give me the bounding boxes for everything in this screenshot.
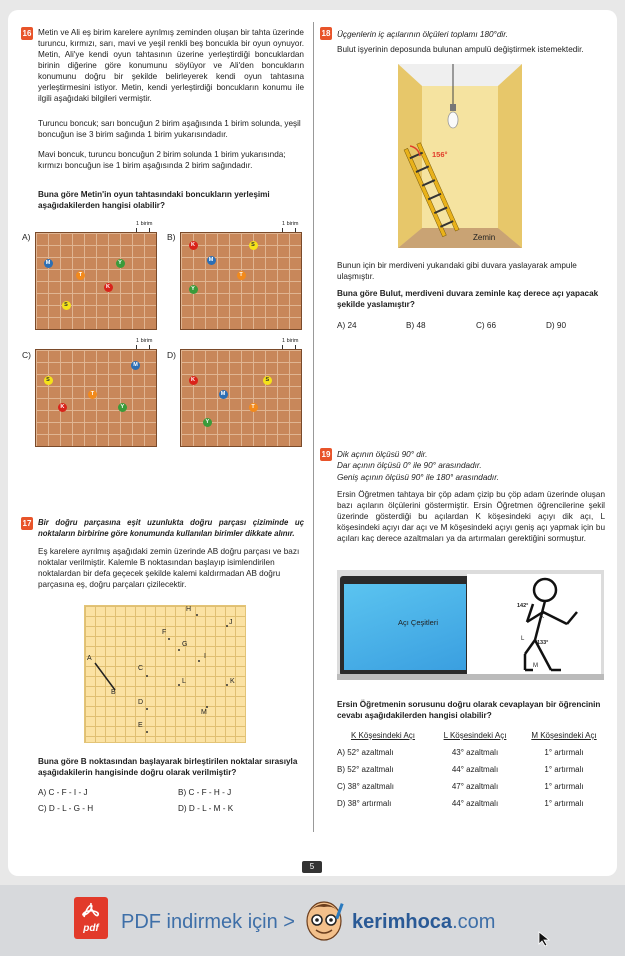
q19-question: Ersin Öğretmenin sorusunu doğru olarak cevaplayan bir öğrencinin cevabı aşağıdakilerden hangisi olabilir?	[337, 700, 601, 720]
q16-option-a-board[interactable]	[35, 232, 157, 330]
q19-a-m: 1° artırmalı	[544, 748, 584, 757]
q16-intro: Metin ve Ali eş birim karelere ayrılmış zeminden oluşan bir tahta üzerinde turuncu, kırmızı, sarı, mavi ve yeşil renkli beş boncukla bir oyun oynuyor. Metin, Ali'ye kendi oyun tahtasının üzerine yerleştirdiği boncuklardan birinin diğerine göre konumunu söylüyor ve Ali'den boncukların konumunu doğru bir şekilde belirleyerek kendi oyun tahtasına yerleştirmesini istiyor. Metin, kendi yerleştirdiği boncukların konumu ile ilgili aşağıdaki bilgileri vermiştir.	[38, 28, 304, 103]
point-j-dot	[226, 625, 228, 627]
green-bead: Y	[203, 418, 212, 427]
green-bead: Y	[189, 285, 198, 294]
point-k-dot	[226, 684, 228, 686]
q16-orange-clue: Turuncu boncuk; sarı boncuğun 2 birim aşağısında 1 birim solunda, yeşil boncuğun ise 3 birim sağında 1 birim yukarısındadır.	[38, 119, 301, 139]
q19-c-l: 47° azaltmalı	[451, 782, 499, 791]
brand-logo[interactable]	[352, 911, 495, 934]
q16-option-d-label[interactable]: D)	[167, 350, 176, 360]
q17-point-grid	[84, 605, 246, 743]
red-bead: K	[104, 283, 113, 292]
q19-vertex-m: M	[533, 663, 538, 669]
q18-intro: Üçgenlerin iç açılarının ölçüleri toplamı 180°dir.	[337, 30, 508, 39]
question-18-number: 18	[321, 29, 331, 38]
q19-b-k: B) 52° azaltmalı	[337, 765, 394, 774]
q19-answer-b[interactable]	[337, 761, 607, 778]
column-divider	[313, 22, 314, 832]
q18-answer-a[interactable]: A) 24	[337, 321, 357, 330]
q19-right-angle-def: Dik açının ölçüsü 90° dir.	[337, 450, 428, 459]
q19-acute-angle-def: Dar açının ölçüsü 0° ile 90° arasındadır.	[337, 461, 482, 470]
yellow-bead: S	[62, 301, 71, 310]
q16-option-a-label[interactable]: A)	[22, 232, 31, 242]
q17-segment-ab	[85, 606, 245, 742]
yellow-bead: S	[249, 241, 258, 250]
q18-angle-label: 156°	[432, 150, 448, 159]
point-g-label: G	[182, 641, 188, 648]
point-l-label: L	[182, 678, 186, 685]
point-d-label: D	[138, 699, 144, 706]
q17-answer-b[interactable]: B) C - F - H - J	[178, 788, 232, 797]
q19-a-l: 43° azaltmalı	[451, 748, 499, 757]
q16-option-c-board[interactable]	[35, 349, 157, 447]
brand-domain: .com	[452, 911, 496, 933]
blue-bead: M	[207, 256, 216, 265]
q19-header-k: K Köşesindeki Açı	[350, 731, 416, 740]
point-l-dot	[178, 684, 180, 686]
q19-a-k: A) 52° azaltmalı	[337, 748, 394, 757]
q19-d-m: 1° artırmalı	[544, 799, 584, 808]
q19-answer-c[interactable]	[337, 778, 607, 795]
q19-angle-l-value: 133°	[537, 640, 549, 646]
q16-option-d-board[interactable]	[180, 349, 302, 447]
point-h-dot	[196, 614, 198, 616]
download-banner[interactable]	[0, 885, 625, 956]
q17-answer-d[interactable]: D) D - L - M - K	[178, 804, 234, 813]
orange-bead: T	[88, 390, 97, 399]
point-c-dot	[146, 675, 148, 677]
q17-answer-a[interactable]: A) C - F - I - J	[38, 788, 88, 797]
point-m-label: M	[201, 709, 207, 716]
mouse-cursor-icon	[538, 931, 552, 947]
q19-b-m: 1° artırmalı	[544, 765, 584, 774]
q19-vertex-l: L	[521, 636, 525, 642]
q19-angle-k-value: 142°	[517, 603, 529, 609]
q18-room-drawing	[398, 64, 522, 248]
blue-bead: M	[219, 390, 228, 399]
teacher-mascot-icon	[300, 899, 348, 943]
q18-question: Buna göre Bulut, merdiveni duvara zeminle kaç derece açı yapacak şekilde yaslamıştır?	[337, 289, 599, 309]
q16-option-b-label[interactable]: B)	[167, 232, 176, 242]
point-h-label: H	[186, 606, 192, 613]
q16-blue-clue: Mavi boncuk, turuncu boncuğun 2 birim solunda 1 birim yukarısında; kırmızı boncuğun ise 1 birim aşağısında 2 birim sağındadır.	[38, 150, 286, 170]
q19-board-rail	[337, 674, 604, 680]
blue-bead: M	[131, 361, 140, 370]
q19-text: Ersin Öğretmen tahtaya bir çöp adam çizip bu çöp adam üzerinde oluşan bazı açıların ölçülerini göstermiştir. Ersin Öğretmen öğrencilerine şekil üzerinde gösterdiği bu açılardan K köşesindeki açıyı dik açı, L köşesindeki açıyı dar açı ve M köşesindeki açıyı geniş açı yapmak için bu açıları kaç derece azaltmaları ya da artırmaları gerektiğini sormuştur.	[337, 490, 605, 543]
q19-c-m: 1° artırmalı	[544, 782, 584, 791]
acrobat-icon	[74, 899, 108, 921]
point-e-label: E	[138, 722, 143, 729]
q17-intro: Bir doğru parçasına eşit uzunlukta doğru parçası çiziminde uç noktaların birbirine göre konumunda kullanılan birimler dikkate alınır.	[38, 518, 304, 538]
q19-answer-a[interactable]	[337, 744, 607, 761]
q19-obtuse-angle-def: Geniş açının ölçüsü 90° ile 180° arasındadır.	[337, 473, 499, 482]
q18-answer-c[interactable]: C) 66	[476, 321, 497, 330]
q17-answer-c[interactable]: C) D - L - G - H	[38, 804, 94, 813]
question-19-number: 19	[321, 450, 331, 459]
q19-table-header	[337, 727, 607, 744]
yellow-bead: S	[44, 376, 53, 385]
q19-vertex-k: K	[540, 614, 545, 620]
green-bead: Y	[116, 259, 125, 268]
download-cta-text[interactable]: PDF indirmek için >	[121, 911, 295, 933]
q19-b-l: 44° azaltmalı	[451, 765, 499, 774]
q16-option-b-unit-label: 1 birim	[282, 221, 299, 227]
q18-text-2: Bunun için bir merdiveni yukarıdaki gibi duvara yaslayarak ampule ulaşmıştır.	[337, 261, 577, 281]
q19-d-l: 44° azaltmalı	[451, 799, 499, 808]
point-d-dot	[146, 708, 148, 710]
point-c-label: C	[138, 665, 144, 672]
q16-option-a-unit-label: 1 birim	[136, 221, 153, 227]
green-bead: Y	[118, 403, 127, 412]
q17-question: Buna göre B noktasından başlayarak birleştirilen noktalar sırasıyla aşağıdakilerin hangisinde doğru olarak verilmiştir?	[38, 757, 298, 777]
orange-bead: T	[76, 271, 85, 280]
q19-d-k: D) 38° artırmalı	[337, 799, 392, 808]
point-f-dot	[168, 638, 170, 640]
yellow-bead: S	[263, 376, 272, 385]
point-i-dot	[198, 660, 200, 662]
q18-text: Bulut işyerinin deposunda bulunan ampulü değiştirmek istemektedir.	[337, 45, 584, 54]
red-bead: K	[189, 376, 198, 385]
q19-classroom-board	[337, 570, 604, 680]
q19-smartboard-screen	[344, 584, 466, 670]
q16-option-b-board[interactable]	[180, 232, 302, 330]
brand-name: kerimhoca	[352, 911, 453, 933]
blue-bead: M	[44, 259, 53, 268]
point-j-label: J	[229, 619, 233, 626]
q16-option-d-unit-label: 1 birim	[282, 338, 299, 344]
q19-answer-d[interactable]	[337, 795, 607, 812]
point-k-label: K	[230, 678, 235, 685]
point-i-label: I	[204, 653, 206, 660]
q18-answer-b[interactable]: B) 48	[406, 321, 426, 330]
q18-room-illustration	[398, 64, 522, 248]
q16-option-c-unit-label: 1 birim	[136, 338, 153, 344]
point-b-label: B	[111, 689, 116, 696]
q17-instructions: Eş karelere ayrılmış aşağıdaki zemin üzerinde AB doğru parçası ve bazı noktalar verilmiştir. Kalemle B noktasından başlayıp isimlendirilen noktalardan bir defa geçecek şekilde kalemi kaldırmadan AB doğru parçasına eş, doğru parçaları çizilecektir.	[38, 547, 300, 589]
orange-bead: T	[237, 271, 246, 280]
q18-floor-label: Zemin	[473, 233, 496, 242]
q19-header-l: L Köşesindeki Açı	[443, 731, 507, 740]
question-16-number: 16	[22, 29, 32, 38]
point-f-label: F	[162, 629, 167, 636]
pdf-badge-text: pdf	[83, 923, 99, 934]
pdf-file-icon[interactable]	[74, 897, 108, 939]
q19-c-k: C) 38° azaltmalı	[337, 782, 394, 791]
point-g-dot	[178, 649, 180, 651]
point-m-dot	[206, 706, 208, 708]
point-a-label: A	[87, 655, 92, 662]
q18-answer-d[interactable]: D) 90	[546, 321, 567, 330]
question-17-number: 17	[22, 519, 32, 528]
q19-screen-title: Açı Çeşitleri	[398, 618, 439, 627]
q16-question: Buna göre Metin'in oyun tahtasındaki boncukların yerleşimi aşağıdakilerden hangisi olabilir?	[38, 190, 270, 210]
mascot-drawing	[300, 899, 348, 943]
q16-option-c-label[interactable]: C)	[22, 350, 31, 360]
point-e-dot	[146, 731, 148, 733]
orange-bead: T	[249, 403, 258, 412]
red-bead: K	[58, 403, 67, 412]
q19-answer-table	[337, 727, 607, 812]
red-bead: K	[189, 241, 198, 250]
page-number: 5	[302, 861, 322, 873]
q19-header-m: M Köşesindeki Açı	[531, 731, 597, 740]
